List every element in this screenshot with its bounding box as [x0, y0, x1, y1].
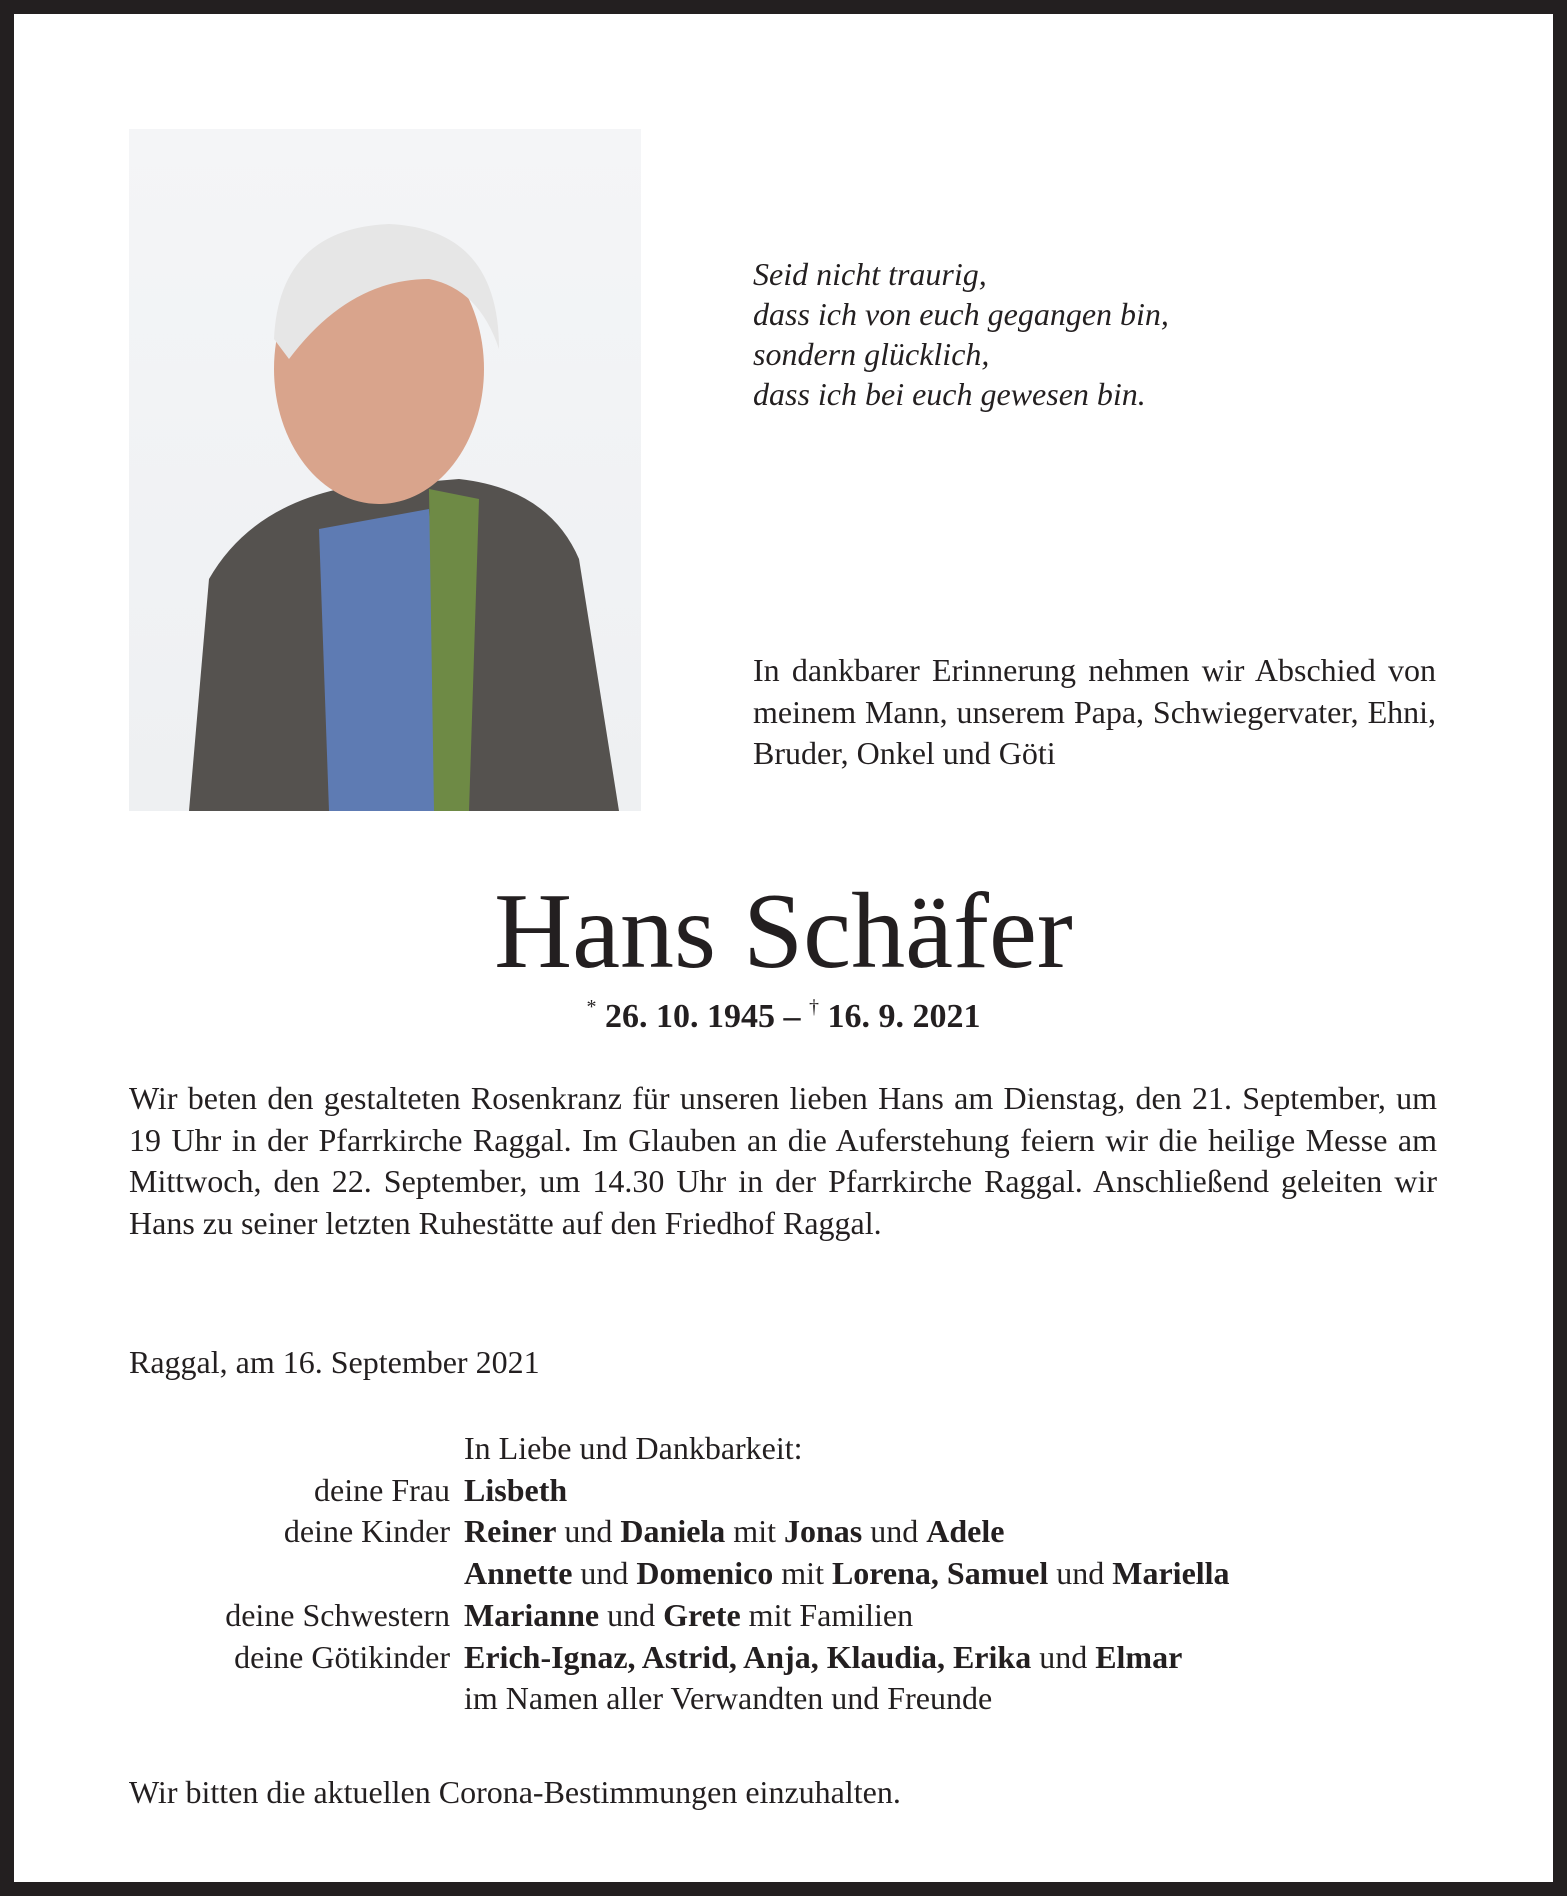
poem-line: sondern glücklich,	[753, 336, 990, 372]
death-symbol: †	[809, 996, 819, 1018]
connector-text: und	[1048, 1555, 1113, 1592]
poem-line: dass ich von euch gegangen bin,	[753, 296, 1169, 332]
member-name: Adele	[926, 1513, 1005, 1550]
poem	[753, 254, 1169, 414]
member-name: Reiner	[464, 1513, 557, 1550]
intro-text: In dankbarer Erinnerung nehmen wir Abschied von meinem Mann, unserem Papa, Schwiegervater, Ehni, Bruder, Onkel und Göti	[753, 652, 1436, 771]
member-name: Elmar	[1095, 1638, 1183, 1675]
member-name: Daniela	[620, 1513, 726, 1550]
connector-text: mit	[725, 1513, 784, 1550]
portrait-photo	[129, 129, 641, 811]
birth-date: 26. 10. 1945	[605, 998, 775, 1035]
family-relation: deine Götikinder	[234, 1638, 450, 1675]
life-dates	[14, 996, 1553, 1036]
family-row	[129, 1553, 1230, 1595]
member-name: Annette	[464, 1555, 573, 1592]
connector-text: und	[862, 1513, 927, 1550]
connector-text: im Namen aller Verwandten und Freunde	[464, 1680, 993, 1717]
family-heading-row	[129, 1428, 1230, 1470]
family-relation: deine Frau	[314, 1471, 450, 1508]
birth-symbol: *	[586, 996, 597, 1018]
connector-text: mit Familien	[740, 1596, 914, 1633]
connector-text: und	[572, 1555, 637, 1592]
connector-text: und	[1031, 1638, 1096, 1675]
family-relation: deine Schwestern	[225, 1596, 450, 1633]
family-row	[129, 1511, 1230, 1553]
member-name: Grete	[663, 1596, 741, 1633]
family-relation	[129, 1553, 464, 1595]
deceased-name: Hans Schäfer	[494, 872, 1073, 991]
poem-line: Seid nicht traurig,	[753, 256, 987, 292]
family-relation	[129, 1678, 464, 1720]
family-members	[464, 1595, 913, 1637]
poem-line: dass ich bei euch gewesen bin.	[753, 376, 1146, 412]
date-separator: –	[775, 998, 809, 1035]
family-list	[129, 1428, 1230, 1720]
connector-text: mit	[773, 1555, 832, 1592]
closing-note: Wir bitten die aktuellen Corona-Bestimmungen einzuhalten.	[129, 1774, 901, 1810]
family-row	[129, 1637, 1230, 1679]
place-date: Raggal, am 16. September 2021	[129, 1344, 540, 1380]
service-details: Wir beten den gestalteten Rosenkranz für unseren lieben Hans am Dienstag, den 21. September, um 19 Uhr in der Pfarrkirche Raggal. Im Glauben an die Auferstehung feiern wir die heilige Messe am Mittwoch, den 22. September, um 14.30 Uhr in der Pfarrkirche Raggal. Anschließend geleiten wir Hans zu seiner letzten Ruhestätte auf den Friedhof Raggal.	[129, 1080, 1437, 1241]
family-members	[464, 1511, 1004, 1553]
family-members	[464, 1637, 1182, 1679]
obituary-page	[14, 14, 1553, 1882]
family-members	[464, 1553, 1230, 1595]
family-relation: deine Kinder	[283, 1513, 450, 1550]
member-name: Jonas	[783, 1513, 863, 1550]
member-name: Erich-Ignaz, Astrid, Anja, Klaudia, Erika	[464, 1638, 1032, 1675]
family-heading: In Liebe und Dankbarkeit:	[464, 1430, 803, 1466]
family-row	[129, 1595, 1230, 1637]
member-name: Lisbeth	[464, 1471, 568, 1508]
portrait-illustration	[129, 129, 641, 811]
member-name: Marianne	[464, 1596, 600, 1633]
family-members	[464, 1470, 567, 1512]
connector-text: und	[556, 1513, 621, 1550]
family-row	[129, 1678, 1230, 1720]
connector-text: und	[599, 1596, 664, 1633]
family-row	[129, 1470, 1230, 1512]
death-date: 16. 9. 2021	[827, 998, 981, 1035]
member-name: Mariella	[1112, 1555, 1230, 1592]
member-name: Domenico	[636, 1555, 774, 1592]
member-name: Lorena, Samuel	[831, 1555, 1049, 1592]
family-members	[464, 1678, 992, 1720]
